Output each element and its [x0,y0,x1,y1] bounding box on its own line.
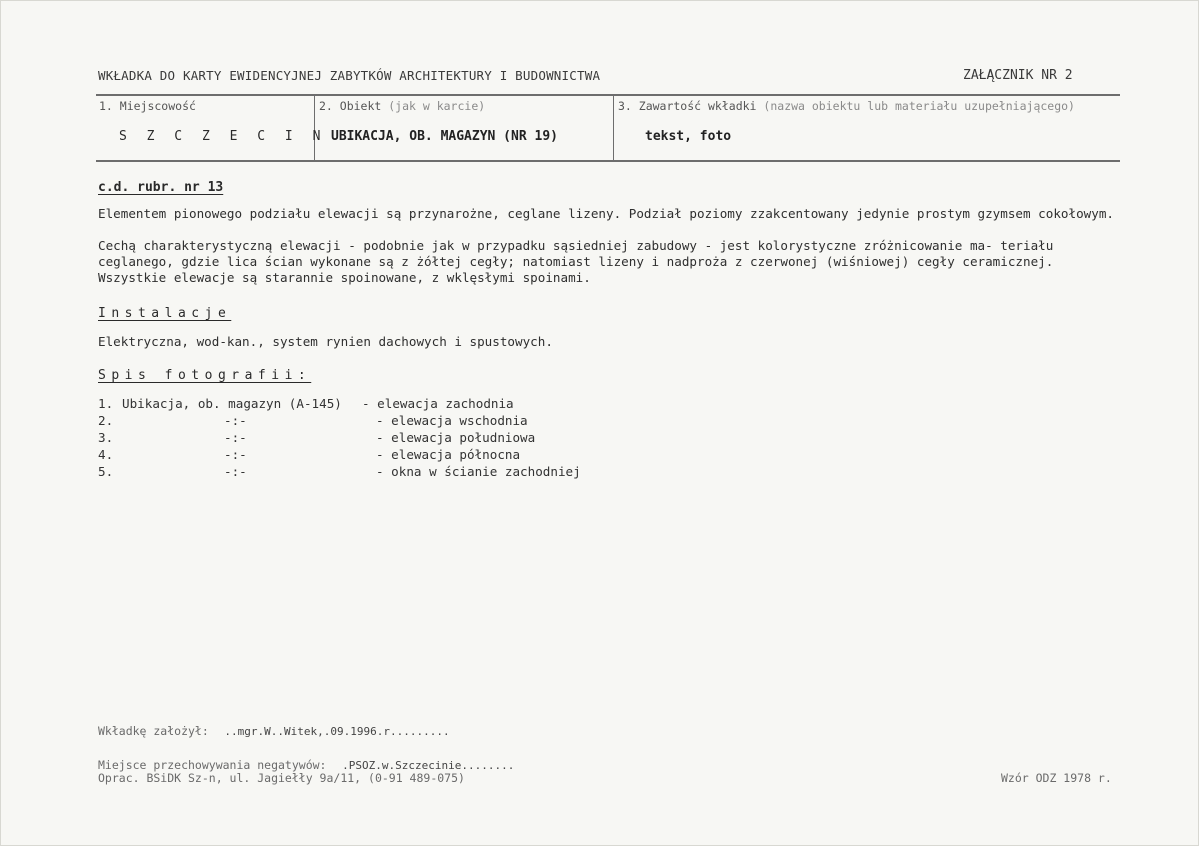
storage-label: Miejsce przechowywania negatywów: [98,758,327,772]
object-hint: (jak w karcie) [388,99,486,113]
table-divider-2 [613,95,614,161]
object-label-row [319,99,485,113]
photo-description: - elewacja północna [376,447,521,462]
photo-description: - okna w ścianie zachodniej [376,464,581,479]
founder-label: Wkładkę założył: [98,724,209,738]
photo-number: 3. [98,430,114,445]
rubric-paragraph-2: Cechą charakterystyczną elewacji - podobnie jak w przypadku sąsiedniej zabudowy - jest kolorystyczne zróżnicowanie ma- teriału ceglanego, gdzie lica ścian wykonane są z żółtej cegły; natomiast lizeny i nadproża z czerwonej (wiśniowej) cegły ceramicznej. Wszystkie elewacje są starannie spoinowane, z wklęsłymi spoinami. [98,238,1054,285]
place-value: S Z C Z E C I N [119,129,327,144]
object-label: 2. Obiekt [319,99,382,113]
rubric-heading: c.d. rubr. nr 13 [98,180,224,195]
installations-heading: Instalacje [98,306,232,321]
photo-object: Ubikacja, ob. magazyn (A-145) [122,396,342,411]
storage-value: .PSOZ.w.Szczecinie........ [342,759,515,772]
photo-description: - elewacja południowa [376,430,536,445]
rubric-paragraph-1: Elementem pionowego podziału elewacji są przynarożne, ceglane lizeny. Podział poziomy zzakcentowany jedynie prostym gzymsem cokołowym. [98,206,1114,221]
contents-value: tekst, foto [645,129,732,144]
annex-number: ZAŁĄCZNIK NR 2 [963,68,1073,83]
place-label: 1. Miejscowość [99,99,196,113]
photo-object: -:- [224,447,247,462]
table-divider-1 [314,95,315,161]
founder-value: ..mgr.W..Witek,.09.1996.r......... [224,725,450,738]
photo-number: 2. [98,413,114,428]
form-number: Wzór ODZ 1978 r. [1001,771,1112,785]
photo-description: - elewacja wschodnia [376,413,528,428]
photo-list-heading: Spis fotografii: [98,368,312,383]
founder-line [98,720,450,739]
photo-number: 4. [98,447,114,462]
prepared-by: Oprac. BSiDK Sz-n, ul. Jagiełły 9a/11, (0-91 489-075) [98,771,465,785]
photo-object: -:- [224,430,247,445]
contents-hint: (nazwa obiektu lub materiału uzupełniającego) [763,99,1075,113]
photo-description: - elewacja zachodnia [362,396,514,411]
installations-text: Elektryczna, wod-kan., system rynien dachowych i spustowych. [98,334,553,349]
table-bottom-rule [96,160,1120,162]
contents-label: 3. Zawartość wkładki [618,99,757,113]
contents-label-row [618,99,1075,113]
photo-number: 1. [98,396,114,411]
table-top-rule [96,94,1120,96]
photo-object: -:- [224,464,247,479]
photo-number: 5. [98,464,114,479]
object-value: UBIKACJA, OB. MAGAZYN (NR 19) [331,129,558,144]
photo-object: -:- [224,413,247,428]
document-title: WKŁADKA DO KARTY EWIDENCYJNEJ ZABYTKÓW ARCHITEKTURY I BUDOWNICTWA [98,68,601,83]
